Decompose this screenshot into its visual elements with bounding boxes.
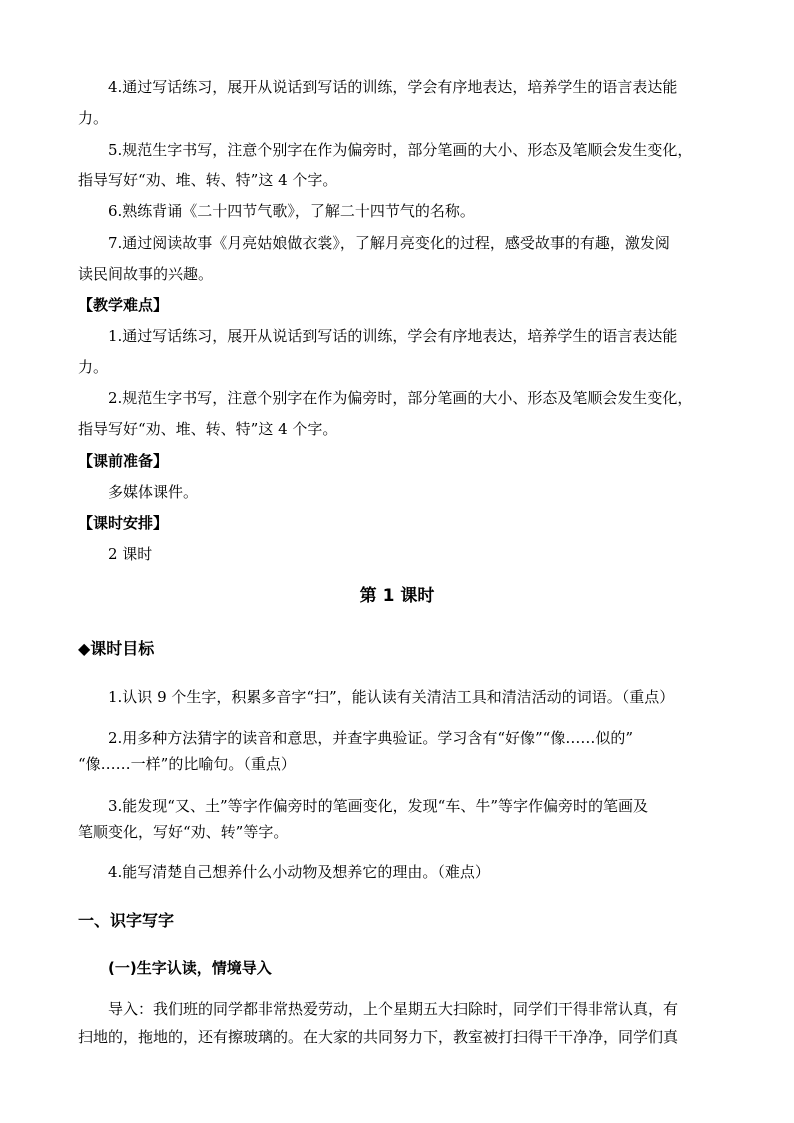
preparation-heading: 【课前准备】 bbox=[78, 452, 169, 470]
intro-line1: 导入：我们班的同学都非常热爱劳动，上个星期五大扫除时，同学们干得非常认真，有 bbox=[108, 1000, 679, 1018]
preparation-text: 多媒体课件。 bbox=[108, 483, 199, 501]
difficulties-heading: 【教学难点】 bbox=[78, 296, 169, 314]
objective-6: 6.熟练背诵《二十四节气歌》，了解二十四节气的名称。 bbox=[108, 202, 475, 220]
difficulty-2-line2: 指导写好“劝、堆、转、特”这 4 个字。 bbox=[78, 420, 338, 438]
objective-5-line2: 指导写好“劝、堆、转、特”这 4 个字。 bbox=[78, 171, 338, 189]
objective-5-line1: 5.规范生字书写，注意个别字在作为偏旁时，部分笔画的大小、形态及笔顺会发生变化， bbox=[108, 141, 693, 159]
difficulty-1-line2: 力。 bbox=[78, 358, 109, 376]
lesson-goal-3-line2: 笔顺变化，写好“劝、转”等字。 bbox=[78, 823, 289, 841]
intro-line2: 扫地的，拖地的，还有擦玻璃的。在大家的共同努力下，教室被打扫得干干净净，同学们真 bbox=[78, 1028, 679, 1046]
lesson-goal-2-line1: 2.用多种方法猜字的读音和意思，并查字典验证。学习含有“好像”“像……似的” bbox=[108, 729, 633, 747]
objective-7-line2: 读民间故事的兴趣。 bbox=[78, 265, 214, 283]
section-1-subheading: (一)生字认读，情境导入 bbox=[108, 959, 272, 977]
lesson-1-title: 第 1 课时 bbox=[359, 586, 435, 606]
lesson-goal-4: 4.能写清楚自己想养什么小动物及想养它的理由。（难点） bbox=[108, 863, 490, 881]
difficulty-2-line1: 2.规范生字书写，注意个别字在作为偏旁时，部分笔画的大小、形态及笔顺会发生变化， bbox=[108, 389, 693, 407]
lesson-goals-heading: ◆课时目标 bbox=[78, 639, 155, 658]
lesson-goal-2-line2: “像……一样”的比喻句。（重点） bbox=[78, 755, 296, 773]
difficulty-1-line1: 1.通过写话练习，展开从说话到写话的训练，学会有序地表达，培养学生的语言表达能 bbox=[108, 327, 678, 345]
schedule-heading: 【课时安排】 bbox=[78, 514, 169, 532]
objective-7-line1: 7.通过阅读故事《月亮姑娘做衣裳》，了解月亮变化的过程，感受故事的有趣，激发阅 bbox=[108, 234, 670, 252]
objective-4-line1: 4.通过写话练习，展开从说话到写话的训练，学会有序地表达，培养学生的语言表达能 bbox=[108, 78, 678, 96]
objective-4-line2: 力。 bbox=[78, 109, 109, 127]
lesson-goal-3-line1: 3.能发现“又、土”等字作偏旁时的笔画变化，发现“车、牛”等字作偏旁时的笔画及 bbox=[108, 797, 648, 815]
schedule-text: 2 课时 bbox=[108, 545, 153, 563]
lesson-goal-1: 1.认识 9 个生字，积累多音字“扫”，能认读有关清洁工具和清洁活动的词语。（重点） bbox=[108, 688, 675, 706]
section-1-heading: 一、识字写字 bbox=[78, 911, 175, 930]
